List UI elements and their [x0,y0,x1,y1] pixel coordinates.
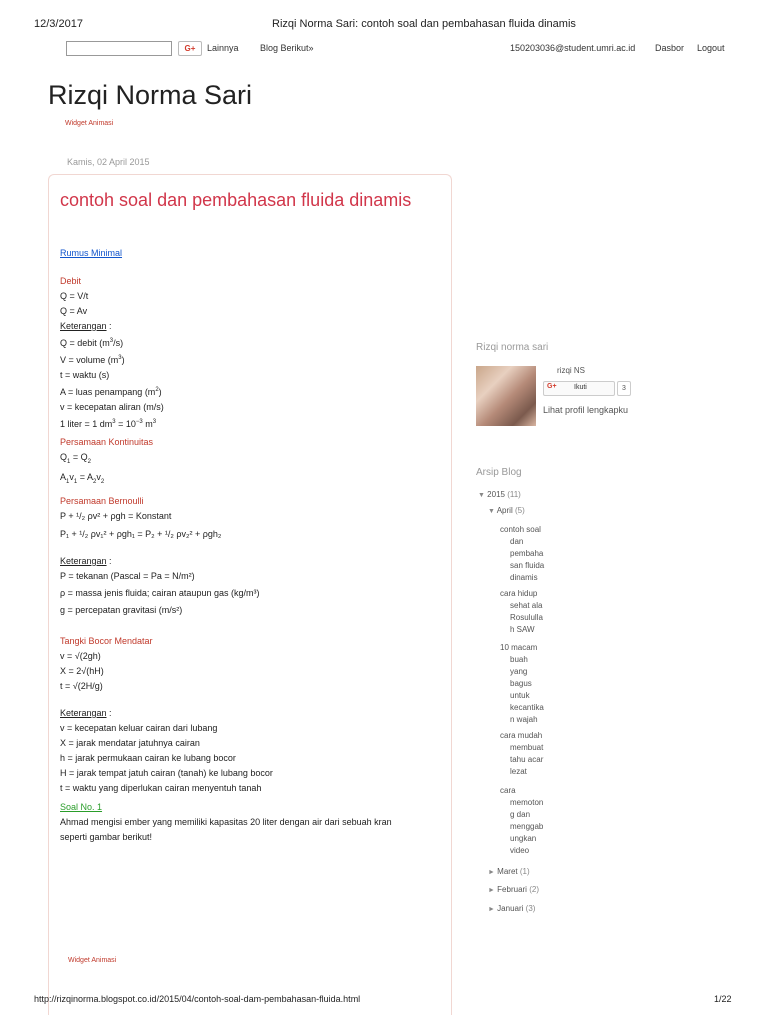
search-input[interactable] [66,41,172,56]
archive-april-count: (5) [514,506,525,515]
print-date: 12/3/2017 [34,18,83,30]
print-footer-url: http://rizqinorma.blogspot.co.id/2015/04/contoh-soal-dam-pembahasan-fluida.html [34,994,361,1004]
archive-post-3-line[interactable]: 10 macam [500,643,538,652]
archive-maret-count: (1) [519,867,530,876]
gplus-button[interactable]: G+ [178,41,202,56]
archive-post-2-line[interactable]: Rosululla [510,613,543,622]
archive-post-5[interactable] [500,785,543,857]
profile-photo[interactable] [476,366,536,426]
archive-post-3-line[interactable]: buah [510,655,528,664]
follow-label: Ikuti [574,384,587,391]
profile-link[interactable]: Lihat profil lengkapku [543,405,629,415]
debit-section [60,274,164,432]
archive-post-1-line[interactable]: san fluida [510,561,545,570]
triangle-right-icon[interactable]: ► [488,869,495,876]
archive-post-3-line[interactable]: kecantika [510,703,544,712]
archive-post-5-line[interactable]: ungkan [510,834,537,843]
follow-button[interactable] [543,381,615,396]
debit-liter-def: 1 liter = 1 $dm^3 = 10^{-3}$ $m^3$ [60,419,157,429]
tangki-x: X = 2√(hH) [60,666,104,676]
archive-post-5-line[interactable]: menggab [510,822,544,831]
archive-post-4-line[interactable]: membuat [510,743,544,752]
debit-heading: Debit [60,276,82,286]
debit-formula-1: Q = V/t [60,291,89,301]
archive-post-3-line[interactable]: untuk [510,691,530,700]
tangki-k5: t = waktu yang diperlukan cairan menyentuh tanah [60,783,262,793]
archive-februari-label[interactable]: Februari [497,885,527,894]
tangki-k1: v = kecepatan keluar cairan dari lubang [60,723,218,733]
soal-heading[interactable]: Soal No. 1 [60,802,103,812]
tangki-heading: Tangki Bocor Mendatar [60,636,153,646]
archive-post-4-line[interactable]: tahu acar [510,755,544,764]
kontinuitas-av: $A_1v_1 = A_2v_2$ [60,471,105,485]
archive-februari[interactable] [488,885,539,894]
tangki-k4: H = jarak tempat jatuh cairan (tanah) ke lubang bocor [60,768,273,778]
rumus-link[interactable]: Rumus Minimal [60,248,123,258]
archive-post-3-line[interactable]: bagus [510,679,532,688]
post-title[interactable]: contoh soal dan pembahasan fluida dinamis [60,190,412,210]
debit-v-def: V = volume $(m^3)$ [60,355,125,365]
more-link[interactable]: Lainnya [207,43,239,53]
profile-name[interactable]: rizqi NS [557,366,586,375]
archive-januari-count: (3) [525,904,536,913]
tangki-t: t = √(2H/g) [60,681,103,691]
follow-count: 3 [617,381,631,396]
bernoulli-rho-def: ρ = massa jenis fluida; cairan ataupun gas (kg/m³) [60,588,260,598]
bernoulli-p-def: P = tekanan (Pascal = Pa = N/m²) [60,571,195,581]
kontinuitas-section [60,435,153,490]
archive-januari-label[interactable]: Januari [497,904,524,913]
tangki-v: v = √(2gh) [60,651,101,661]
archive-year[interactable] [478,490,521,499]
widget-animasi-label[interactable]: Widget Animasi [65,120,114,127]
soal-text-2: seperti gambar berikut! [60,832,153,842]
archive-post-2-line[interactable]: cara hidup [500,589,538,598]
archive-post-1-line[interactable]: pembaha [510,549,544,558]
archive-post-5-line[interactable]: memoton [510,798,544,807]
tangki-keterangan: Keterangan : [60,708,112,718]
soal-section [60,800,392,845]
dashboard-link[interactable]: Dasbor [655,43,685,53]
archive-post-1[interactable] [500,524,544,584]
post-date: Kamis, 02 April 2015 [67,157,150,167]
soal-text-1: Ahmad mengisi ember yang memiliki kapasitas 20 liter dengan air dari sebuah kran [60,817,392,827]
bernoulli-keterangan: Keterangan : [60,556,112,566]
archive-post-1-line[interactable]: dan [510,537,524,546]
archive-year-label[interactable]: 2015 [487,490,505,499]
archive-post-1-line[interactable]: contoh soal [500,525,541,534]
archive-year-count: (11) [507,490,521,499]
debit-q-def: Q = debit $(m^3/s)$ [60,338,124,348]
archive-post-4[interactable] [500,730,543,778]
logout-link[interactable]: Logout [697,43,725,53]
archive-post-4-line[interactable]: cara mudah [500,731,543,740]
bernoulli-line-2: P₁ + ¹/₂ ρv₁² + ρgh₁ = P₂ + ¹/₂ ρv₂² + ρgh₂ [60,529,222,539]
tangki-k2: X = jarak mendatar jatuhnya cairan [60,738,200,748]
archive-post-4-line[interactable]: lezat [510,767,527,776]
kontinuitas-heading: Persamaan Kontinuitas [60,437,154,447]
print-footer-page: 1/22 [714,994,732,1004]
archive-januari[interactable] [488,904,535,913]
archive-post-2-line[interactable]: h SAW [510,625,535,634]
archive-april-label[interactable]: April [496,506,513,515]
archive-post-3[interactable] [500,642,544,726]
bernoulli-section [60,494,259,618]
tangki-section [60,634,273,796]
archive-post-2-line[interactable]: sehat ala [510,601,543,610]
bernoulli-heading: Persamaan Bernoulli [60,496,144,506]
archive-post-5-line[interactable]: video [510,846,530,855]
print-title: Rizqi Norma Sari: contoh soal dan pembahasan fluida dinamis [272,18,576,30]
archive-maret-label[interactable]: Maret [497,867,518,876]
blog-title[interactable]: Rizqi Norma Sari [48,80,253,110]
debit-t-def: t = waktu (s) [60,370,110,380]
archive-post-2[interactable] [500,588,543,636]
archive-post-3-line[interactable]: n wajah [510,715,538,724]
triangle-down-icon[interactable]: ▼ [478,492,485,499]
triangle-down-icon[interactable]: ▼ [488,508,495,515]
debit-vel-def: v = kecepatan aliran (m/s) [60,402,164,412]
bottom-widget-label[interactable]: Widget Animasi [68,957,117,964]
debit-formula-2: Q = Av [60,306,88,316]
archive-post-5-line[interactable]: cara [500,786,516,795]
debit-keterangan: Keterangan : [60,321,112,331]
user-email: 150203036@student.umri.ac.id [510,43,636,53]
profile-heading: Rizqi norma sari [476,342,549,353]
bernoulli-g-def: g = percepatan gravitasi (m/s²) [60,605,183,615]
tangki-k3: h = jarak permukaan cairan ke lubang bocor [60,753,236,763]
archive-april[interactable] [488,506,525,515]
triangle-right-icon[interactable]: ► [488,906,495,913]
triangle-right-icon[interactable]: ► [488,887,495,894]
gplus-icon: G+ [547,383,557,390]
archive-maret[interactable] [488,867,530,876]
archive-post-1-line[interactable]: dinamis [510,573,538,582]
next-blog-link[interactable]: Blog Berikut» [260,43,314,53]
bernoulli-line-1: P + ¹/₂ ρv² + ρgh = Konstant [60,511,172,521]
kontinuitas-q: $Q_1 = Q_2$ [60,452,91,465]
archive-heading: Arsip Blog [476,467,522,478]
archive-post-5-line[interactable]: g dan [510,810,531,819]
archive-post-3-line[interactable]: yang [510,667,528,676]
debit-a-def: A = luas penampang $(m^2)$ [60,387,162,397]
archive-februari-count: (2) [529,885,539,894]
blogger-navbar [0,38,768,60]
